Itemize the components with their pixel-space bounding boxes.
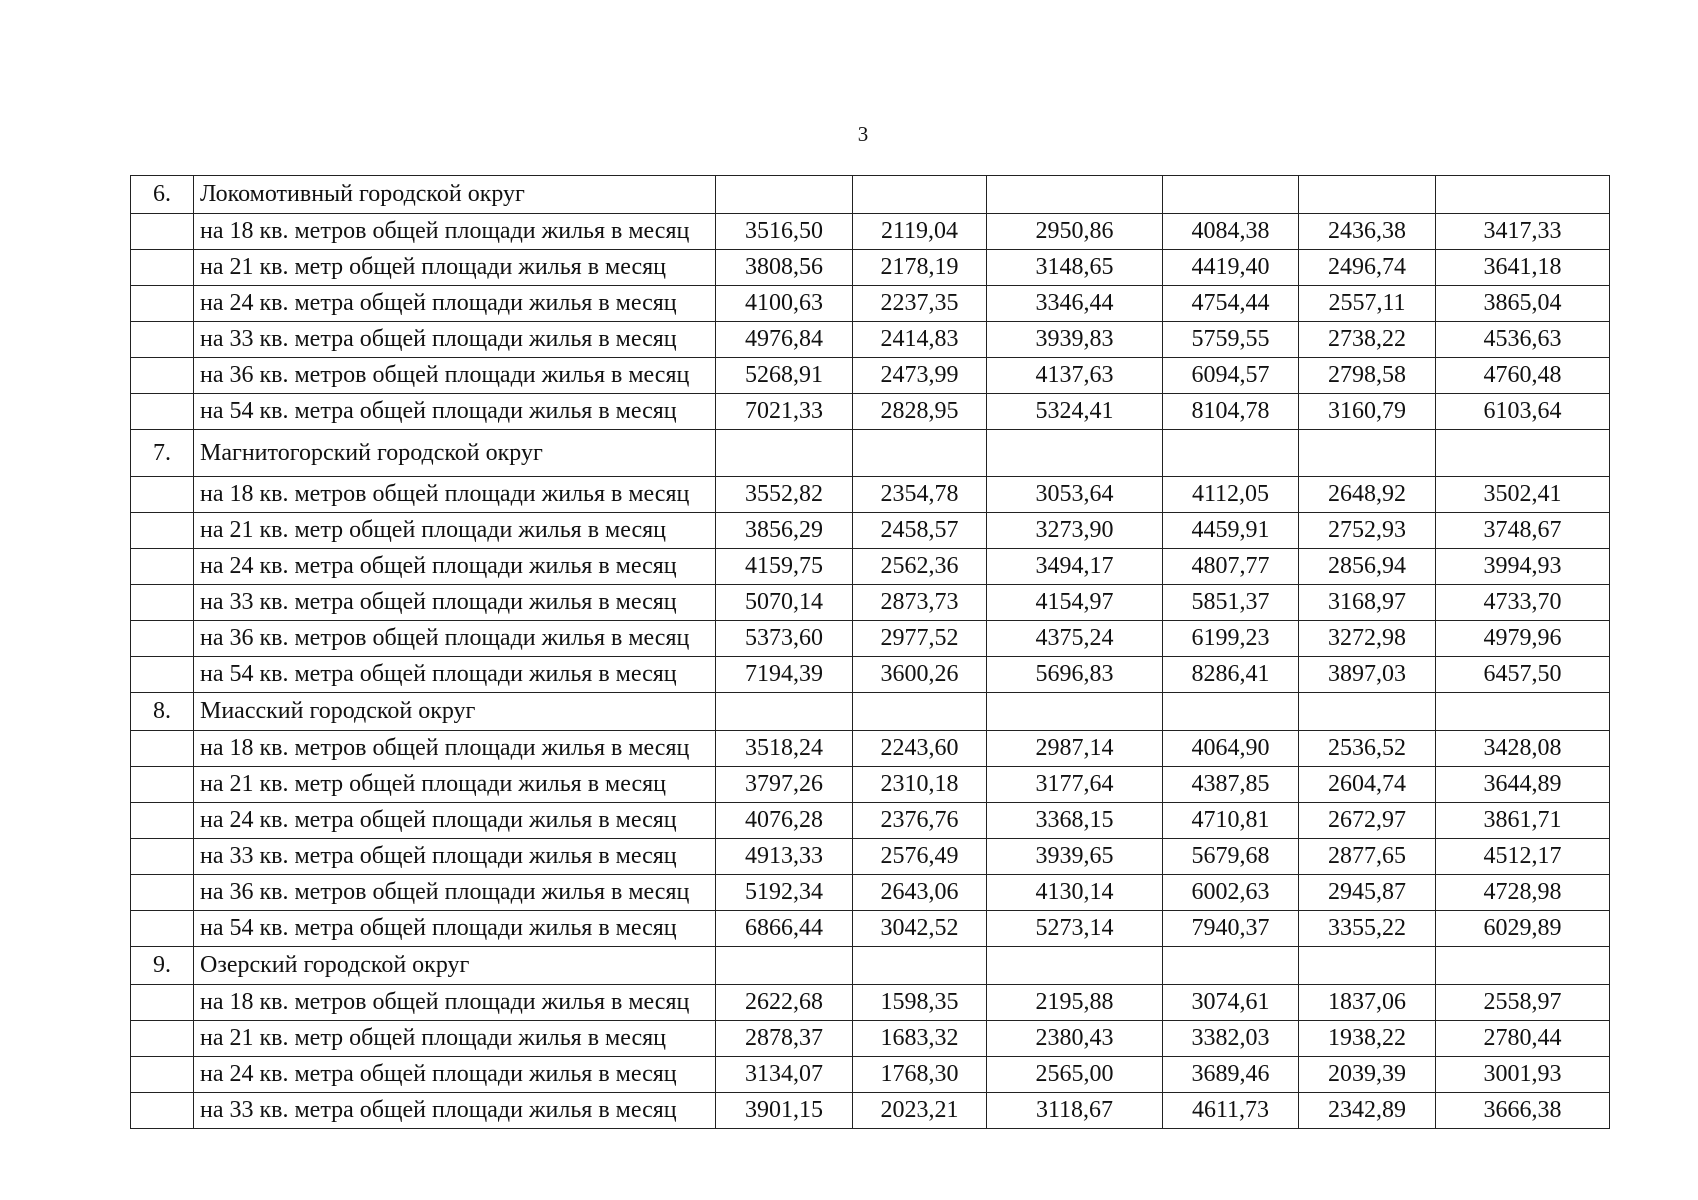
value-cell: 2562,36 bbox=[853, 549, 987, 585]
empty-cell bbox=[131, 911, 194, 947]
value-cell: 3346,44 bbox=[987, 286, 1163, 322]
empty-cell bbox=[853, 176, 987, 214]
page-number: 3 bbox=[857, 122, 869, 146]
value-cell: 4536,63 bbox=[1436, 322, 1610, 358]
value-cell: 4064,90 bbox=[1163, 731, 1299, 767]
table-row bbox=[131, 549, 1610, 585]
value-cell: 4710,81 bbox=[1163, 803, 1299, 839]
value-cell: 2873,73 bbox=[853, 585, 987, 621]
empty-cell bbox=[131, 585, 194, 621]
empty-cell bbox=[131, 549, 194, 585]
row-label: на 21 кв. метр общей площади жилья в месяц bbox=[194, 767, 716, 803]
empty-cell bbox=[1163, 430, 1299, 477]
value-cell: 5373,60 bbox=[716, 621, 853, 657]
row-label: на 54 кв. метра общей площади жилья в месяц bbox=[194, 394, 716, 430]
row-label: на 54 кв. метра общей площади жилья в месяц bbox=[194, 657, 716, 693]
empty-cell bbox=[716, 693, 853, 731]
value-cell: 8104,78 bbox=[1163, 394, 1299, 430]
value-cell: 3939,65 bbox=[987, 839, 1163, 875]
value-cell: 2354,78 bbox=[853, 477, 987, 513]
row-label: на 36 кв. метров общей площади жилья в месяц bbox=[194, 358, 716, 394]
section-number: 9. bbox=[131, 947, 194, 985]
tariff-table bbox=[130, 175, 1610, 1129]
empty-cell bbox=[716, 947, 853, 985]
value-cell: 7194,39 bbox=[716, 657, 853, 693]
value-cell: 3897,03 bbox=[1299, 657, 1436, 693]
value-cell: 3994,93 bbox=[1436, 549, 1610, 585]
value-cell: 3518,24 bbox=[716, 731, 853, 767]
empty-cell bbox=[716, 430, 853, 477]
empty-cell bbox=[131, 731, 194, 767]
row-label: на 36 кв. метров общей площади жилья в месяц bbox=[194, 875, 716, 911]
value-cell: 4913,33 bbox=[716, 839, 853, 875]
value-cell: 8286,41 bbox=[1163, 657, 1299, 693]
table-row bbox=[131, 585, 1610, 621]
value-cell: 3502,41 bbox=[1436, 477, 1610, 513]
value-cell: 4419,40 bbox=[1163, 250, 1299, 286]
value-cell: 4076,28 bbox=[716, 803, 853, 839]
value-cell: 3428,08 bbox=[1436, 731, 1610, 767]
value-cell: 5070,14 bbox=[716, 585, 853, 621]
empty-cell bbox=[1436, 176, 1610, 214]
table-row bbox=[131, 621, 1610, 657]
value-cell: 2536,52 bbox=[1299, 731, 1436, 767]
table-row bbox=[131, 250, 1610, 286]
empty-cell bbox=[1299, 430, 1436, 477]
value-cell: 2604,74 bbox=[1299, 767, 1436, 803]
empty-cell bbox=[131, 322, 194, 358]
empty-cell bbox=[1436, 430, 1610, 477]
value-cell: 7021,33 bbox=[716, 394, 853, 430]
table-row bbox=[131, 1093, 1610, 1129]
empty-cell bbox=[131, 985, 194, 1021]
table-row bbox=[131, 1021, 1610, 1057]
value-cell: 3160,79 bbox=[1299, 394, 1436, 430]
empty-cell bbox=[987, 430, 1163, 477]
empty-cell bbox=[1436, 693, 1610, 731]
value-cell: 2119,04 bbox=[853, 214, 987, 250]
value-cell: 3417,33 bbox=[1436, 214, 1610, 250]
value-cell: 6199,23 bbox=[1163, 621, 1299, 657]
value-cell: 1768,30 bbox=[853, 1057, 987, 1093]
table-row bbox=[131, 513, 1610, 549]
value-cell: 3273,90 bbox=[987, 513, 1163, 549]
value-cell: 4154,97 bbox=[987, 585, 1163, 621]
value-cell: 3861,71 bbox=[1436, 803, 1610, 839]
value-cell: 2557,11 bbox=[1299, 286, 1436, 322]
row-label: на 33 кв. метра общей площади жилья в месяц bbox=[194, 1093, 716, 1129]
value-cell: 3118,67 bbox=[987, 1093, 1163, 1129]
empty-cell bbox=[131, 1021, 194, 1057]
value-cell: 3901,15 bbox=[716, 1093, 853, 1129]
value-cell: 4459,91 bbox=[1163, 513, 1299, 549]
value-cell: 3748,67 bbox=[1436, 513, 1610, 549]
value-cell: 3074,61 bbox=[1163, 985, 1299, 1021]
empty-cell bbox=[1299, 176, 1436, 214]
table-body bbox=[131, 176, 1610, 1129]
value-cell: 2643,06 bbox=[853, 875, 987, 911]
value-cell: 3272,98 bbox=[1299, 621, 1436, 657]
value-cell: 3641,18 bbox=[1436, 250, 1610, 286]
empty-cell bbox=[987, 176, 1163, 214]
value-cell: 3856,29 bbox=[716, 513, 853, 549]
value-cell: 2414,83 bbox=[853, 322, 987, 358]
row-label: на 21 кв. метр общей площади жилья в месяц bbox=[194, 513, 716, 549]
value-cell: 2576,49 bbox=[853, 839, 987, 875]
value-cell: 2342,89 bbox=[1299, 1093, 1436, 1129]
empty-cell bbox=[853, 430, 987, 477]
value-cell: 7940,37 bbox=[1163, 911, 1299, 947]
row-label: на 54 кв. метра общей площади жилья в месяц bbox=[194, 911, 716, 947]
value-cell: 2380,43 bbox=[987, 1021, 1163, 1057]
empty-cell bbox=[716, 176, 853, 214]
empty-cell bbox=[131, 513, 194, 549]
table-row bbox=[131, 322, 1610, 358]
value-cell: 6094,57 bbox=[1163, 358, 1299, 394]
section-header-row bbox=[131, 430, 1610, 477]
row-label: на 18 кв. метров общей площади жилья в месяц bbox=[194, 214, 716, 250]
value-cell: 2877,65 bbox=[1299, 839, 1436, 875]
value-cell: 1683,32 bbox=[853, 1021, 987, 1057]
value-cell: 2945,87 bbox=[1299, 875, 1436, 911]
row-label: на 33 кв. метра общей площади жилья в месяц bbox=[194, 322, 716, 358]
row-label: на 24 кв. метра общей площади жилья в месяц bbox=[194, 286, 716, 322]
row-label: на 24 кв. метра общей площади жилья в месяц bbox=[194, 549, 716, 585]
value-cell: 5324,41 bbox=[987, 394, 1163, 430]
value-cell: 2473,99 bbox=[853, 358, 987, 394]
empty-cell bbox=[1163, 947, 1299, 985]
value-cell: 6103,64 bbox=[1436, 394, 1610, 430]
empty-cell bbox=[131, 1093, 194, 1129]
table-row bbox=[131, 394, 1610, 430]
empty-cell bbox=[131, 657, 194, 693]
value-cell: 4979,96 bbox=[1436, 621, 1610, 657]
value-cell: 2243,60 bbox=[853, 731, 987, 767]
value-cell: 2436,38 bbox=[1299, 214, 1436, 250]
table-row bbox=[131, 477, 1610, 513]
value-cell: 4512,17 bbox=[1436, 839, 1610, 875]
value-cell: 2237,35 bbox=[853, 286, 987, 322]
value-cell: 4728,98 bbox=[1436, 875, 1610, 911]
value-cell: 1938,22 bbox=[1299, 1021, 1436, 1057]
empty-cell bbox=[987, 693, 1163, 731]
value-cell: 3168,97 bbox=[1299, 585, 1436, 621]
value-cell: 2376,76 bbox=[853, 803, 987, 839]
value-cell: 3001,93 bbox=[1436, 1057, 1610, 1093]
empty-cell bbox=[131, 250, 194, 286]
section-header-row bbox=[131, 947, 1610, 985]
value-cell: 3355,22 bbox=[1299, 911, 1436, 947]
value-cell: 1837,06 bbox=[1299, 985, 1436, 1021]
value-cell: 5273,14 bbox=[987, 911, 1163, 947]
empty-cell bbox=[131, 394, 194, 430]
value-cell: 4130,14 bbox=[987, 875, 1163, 911]
value-cell: 6002,63 bbox=[1163, 875, 1299, 911]
empty-cell bbox=[987, 947, 1163, 985]
value-cell: 4611,73 bbox=[1163, 1093, 1299, 1129]
value-cell: 2565,00 bbox=[987, 1057, 1163, 1093]
empty-cell bbox=[131, 286, 194, 322]
value-cell: 2195,88 bbox=[987, 985, 1163, 1021]
table-row bbox=[131, 286, 1610, 322]
value-cell: 2039,39 bbox=[1299, 1057, 1436, 1093]
section-number: 6. bbox=[131, 176, 194, 214]
value-cell: 3552,82 bbox=[716, 477, 853, 513]
table-row bbox=[131, 839, 1610, 875]
value-cell: 2977,52 bbox=[853, 621, 987, 657]
value-cell: 2622,68 bbox=[716, 985, 853, 1021]
row-label: на 33 кв. метра общей площади жилья в месяц bbox=[194, 839, 716, 875]
section-name: Миасский городской округ bbox=[194, 693, 716, 731]
value-cell: 4760,48 bbox=[1436, 358, 1610, 394]
value-cell: 6457,50 bbox=[1436, 657, 1610, 693]
value-cell: 3939,83 bbox=[987, 322, 1163, 358]
value-cell: 2950,86 bbox=[987, 214, 1163, 250]
value-cell: 2672,97 bbox=[1299, 803, 1436, 839]
table-row bbox=[131, 911, 1610, 947]
value-cell: 3644,89 bbox=[1436, 767, 1610, 803]
value-cell: 6866,44 bbox=[716, 911, 853, 947]
value-cell: 3600,26 bbox=[853, 657, 987, 693]
row-label: на 36 кв. метров общей площади жилья в месяц bbox=[194, 621, 716, 657]
table-row bbox=[131, 1057, 1610, 1093]
value-cell: 2178,19 bbox=[853, 250, 987, 286]
value-cell: 4112,05 bbox=[1163, 477, 1299, 513]
value-cell: 3382,03 bbox=[1163, 1021, 1299, 1057]
value-cell: 2458,57 bbox=[853, 513, 987, 549]
table-row bbox=[131, 358, 1610, 394]
value-cell: 3516,50 bbox=[716, 214, 853, 250]
section-name: Локомотивный городской округ bbox=[194, 176, 716, 214]
row-label: на 21 кв. метр общей площади жилья в месяц bbox=[194, 1021, 716, 1057]
table-row bbox=[131, 875, 1610, 911]
value-cell: 2798,58 bbox=[1299, 358, 1436, 394]
empty-cell bbox=[131, 621, 194, 657]
value-cell: 3494,17 bbox=[987, 549, 1163, 585]
empty-cell bbox=[1436, 947, 1610, 985]
empty-cell bbox=[131, 767, 194, 803]
value-cell: 3808,56 bbox=[716, 250, 853, 286]
section-number: 7. bbox=[131, 430, 194, 477]
value-cell: 5268,91 bbox=[716, 358, 853, 394]
table-row bbox=[131, 985, 1610, 1021]
section-header-row bbox=[131, 693, 1610, 731]
value-cell: 3053,64 bbox=[987, 477, 1163, 513]
empty-cell bbox=[131, 1057, 194, 1093]
section-number: 8. bbox=[131, 693, 194, 731]
value-cell: 3368,15 bbox=[987, 803, 1163, 839]
value-cell: 5192,34 bbox=[716, 875, 853, 911]
row-label: на 33 кв. метра общей площади жилья в месяц bbox=[194, 585, 716, 621]
empty-cell bbox=[1299, 693, 1436, 731]
value-cell: 5851,37 bbox=[1163, 585, 1299, 621]
value-cell: 2738,22 bbox=[1299, 322, 1436, 358]
empty-cell bbox=[131, 477, 194, 513]
value-cell: 2558,97 bbox=[1436, 985, 1610, 1021]
value-cell: 2023,21 bbox=[853, 1093, 987, 1129]
value-cell: 2828,95 bbox=[853, 394, 987, 430]
section-name: Озерский городской округ bbox=[194, 947, 716, 985]
value-cell: 3797,26 bbox=[716, 767, 853, 803]
empty-cell bbox=[131, 875, 194, 911]
empty-cell bbox=[131, 358, 194, 394]
row-label: на 21 кв. метр общей площади жилья в месяц bbox=[194, 250, 716, 286]
table-row bbox=[131, 803, 1610, 839]
empty-cell bbox=[853, 947, 987, 985]
value-cell: 5696,83 bbox=[987, 657, 1163, 693]
row-label: на 18 кв. метров общей площади жилья в месяц bbox=[194, 477, 716, 513]
row-label: на 18 кв. метров общей площади жилья в месяц bbox=[194, 731, 716, 767]
table-row bbox=[131, 731, 1610, 767]
empty-cell bbox=[1163, 176, 1299, 214]
section-name: Магнитогорский городской округ bbox=[194, 430, 716, 477]
empty-cell bbox=[131, 214, 194, 250]
value-cell: 4387,85 bbox=[1163, 767, 1299, 803]
empty-cell bbox=[1163, 693, 1299, 731]
empty-cell bbox=[131, 839, 194, 875]
value-cell: 4375,24 bbox=[987, 621, 1163, 657]
empty-cell bbox=[1299, 947, 1436, 985]
value-cell: 5759,55 bbox=[1163, 322, 1299, 358]
value-cell: 4137,63 bbox=[987, 358, 1163, 394]
value-cell: 2496,74 bbox=[1299, 250, 1436, 286]
row-label: на 18 кв. метров общей площади жилья в месяц bbox=[194, 985, 716, 1021]
value-cell: 2780,44 bbox=[1436, 1021, 1610, 1057]
section-header-row bbox=[131, 176, 1610, 214]
value-cell: 4807,77 bbox=[1163, 549, 1299, 585]
value-cell: 3177,64 bbox=[987, 767, 1163, 803]
value-cell: 2752,93 bbox=[1299, 513, 1436, 549]
empty-cell bbox=[131, 803, 194, 839]
empty-cell bbox=[853, 693, 987, 731]
value-cell: 4100,63 bbox=[716, 286, 853, 322]
value-cell: 1598,35 bbox=[853, 985, 987, 1021]
value-cell: 4159,75 bbox=[716, 549, 853, 585]
row-label: на 24 кв. метра общей площади жилья в месяц bbox=[194, 803, 716, 839]
value-cell: 3148,65 bbox=[987, 250, 1163, 286]
table-row bbox=[131, 214, 1610, 250]
value-cell: 2878,37 bbox=[716, 1021, 853, 1057]
value-cell: 3134,07 bbox=[716, 1057, 853, 1093]
value-cell: 3666,38 bbox=[1436, 1093, 1610, 1129]
value-cell: 4084,38 bbox=[1163, 214, 1299, 250]
value-cell: 2856,94 bbox=[1299, 549, 1436, 585]
value-cell: 6029,89 bbox=[1436, 911, 1610, 947]
row-label: на 24 кв. метра общей площади жилья в месяц bbox=[194, 1057, 716, 1093]
value-cell: 3865,04 bbox=[1436, 286, 1610, 322]
value-cell: 2310,18 bbox=[853, 767, 987, 803]
value-cell: 4754,44 bbox=[1163, 286, 1299, 322]
value-cell: 4733,70 bbox=[1436, 585, 1610, 621]
value-cell: 3689,46 bbox=[1163, 1057, 1299, 1093]
value-cell: 5679,68 bbox=[1163, 839, 1299, 875]
table-row bbox=[131, 767, 1610, 803]
table-row bbox=[131, 657, 1610, 693]
value-cell: 4976,84 bbox=[716, 322, 853, 358]
value-cell: 3042,52 bbox=[853, 911, 987, 947]
value-cell: 2987,14 bbox=[987, 731, 1163, 767]
value-cell: 2648,92 bbox=[1299, 477, 1436, 513]
